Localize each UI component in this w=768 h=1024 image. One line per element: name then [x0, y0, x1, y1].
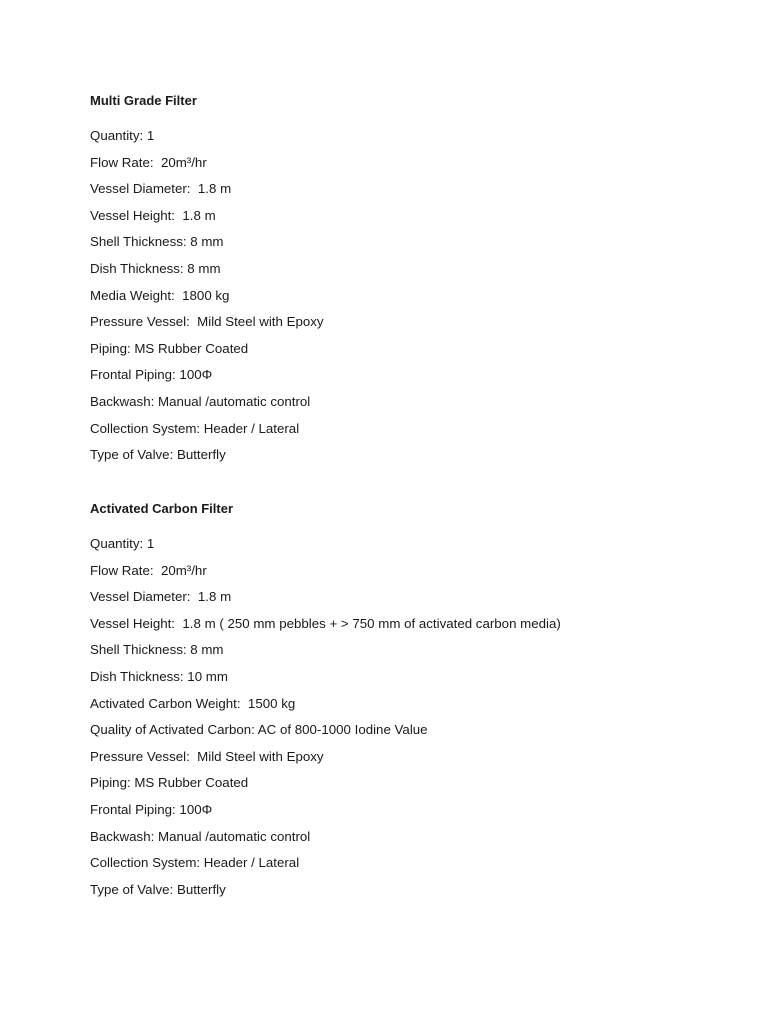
spec-line-piping: Piping: MS Rubber Coated [90, 340, 249, 356]
activated-carbon-filter-spec-list [90, 531, 750, 903]
multi-grade-filter-section [90, 92, 750, 469]
spec-line-activated-carbon-weight: Activated Carbon Weight: 1500 kg [90, 695, 296, 711]
spec-line-shell-thickness: Shell Thickness: 8 mm [90, 234, 224, 250]
spec-line-type-of-valve: Type of Valve: Butterfly [90, 881, 226, 897]
spec-line-vessel-diameter: Vessel Diameter: 1.8 m [90, 589, 232, 605]
multi-grade-filter-spec-list [90, 123, 750, 469]
spec-line-vessel-diameter: Vessel Diameter: 1.8 m [90, 181, 232, 197]
spec-line-pressure-vessel: Pressure Vessel: Mild Steel with Epoxy [90, 748, 324, 764]
spec-line-flow-rate: Flow Rate: 20m³/hr [90, 154, 207, 170]
spec-line-vessel-height: Vessel Height: 1.8 m [90, 207, 216, 223]
multi-grade-filter-heading: Multi Grade Filter [90, 93, 197, 108]
spec-line-dish-thickness: Dish Thickness: 8 mm [90, 260, 221, 276]
spec-line-flow-rate: Flow Rate: 20m³/hr [90, 562, 207, 578]
spec-line-piping: Piping: MS Rubber Coated [90, 775, 249, 791]
document-page [90, 0, 750, 1024]
spec-line-vessel-height: Vessel Height: 1.8 m ( 250 mm pebbles + > 750 mm of activated carbon media) [90, 615, 561, 631]
spec-line-quality-of-activated-carbon: Quality of Activated Carbon: AC of 800-1000 Iodine Value [90, 722, 428, 738]
spec-line-frontal-piping: Frontal Piping: 100Φ [90, 367, 213, 383]
spec-line-pressure-vessel: Pressure Vessel: Mild Steel with Epoxy [90, 314, 324, 330]
spec-line-collection-system: Collection System: Header / Lateral [90, 855, 300, 871]
spec-line-frontal-piping: Frontal Piping: 100Φ [90, 801, 213, 817]
spec-line-backwash: Backwash: Manual /automatic control [90, 828, 311, 844]
spec-line-backwash: Backwash: Manual /automatic control [90, 393, 311, 409]
spec-line-dish-thickness: Dish Thickness: 10 mm [90, 668, 228, 684]
spec-line-shell-thickness: Shell Thickness: 8 mm [90, 642, 224, 658]
spec-line-collection-system: Collection System: Header / Lateral [90, 420, 300, 436]
activated-carbon-filter-heading: Activated Carbon Filter [90, 501, 234, 516]
spec-line-quantity: Quantity: 1 [90, 128, 155, 143]
spec-line-quantity: Quantity: 1 [90, 536, 155, 551]
activated-carbon-filter-section [90, 500, 750, 903]
spec-line-media-weight: Media Weight: 1800 kg [90, 287, 230, 303]
spec-line-type-of-valve: Type of Valve: Butterfly [90, 447, 226, 463]
